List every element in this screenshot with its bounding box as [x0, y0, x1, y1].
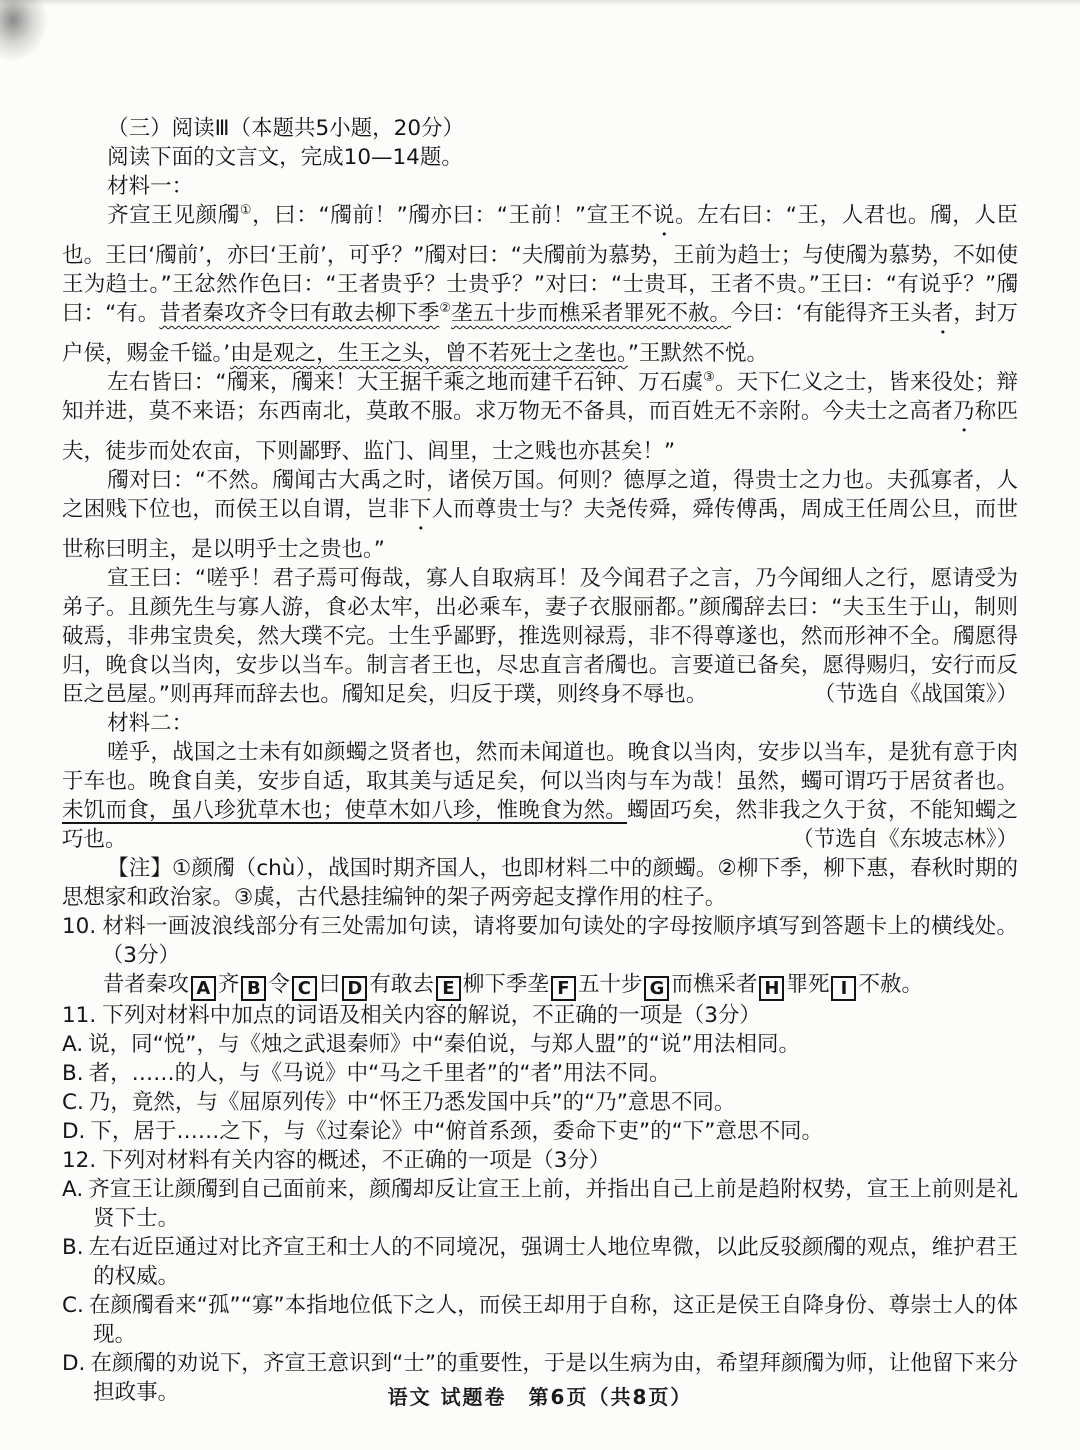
- option-label: D.: [62, 1351, 86, 1376]
- letter-box: F: [551, 976, 576, 1001]
- letter-box: C: [292, 976, 317, 1001]
- option-text: 说，同“悦”，与《烛之武退秦师》中“秦伯说，与郑人盟”的“说”用法相同。: [88, 1032, 801, 1057]
- material1-paragraph-4: [62, 564, 1018, 709]
- text-segment: ”王默然不悦。: [627, 341, 768, 366]
- marked-text-segment: 者: [931, 301, 954, 326]
- scan-edge-shade: [0, 0, 1080, 6]
- text-segment: 齐宣王见颜斶: [107, 203, 240, 228]
- material2-label: 材料二：: [107, 711, 194, 736]
- footnote: 【注】①颜斶（chù），战国时期齐国人，也即材料二中的颜蠋。②柳下季，柳下惠，春秋时期的思想家和政治家。③虡，古代悬挂编钟的架子两旁起支撑作用的柱子。: [62, 856, 1018, 910]
- material2-source: （节选自《东坡志林》）: [792, 827, 1018, 852]
- question-10-stem: [62, 912, 1018, 970]
- scan-corner-smudge: [0, 0, 48, 62]
- text-segment: ，曰：“斶前！”斶亦曰：“王前！”宣王不: [252, 203, 653, 228]
- letter-box: B: [241, 976, 266, 1001]
- page-footer: 语文 试题卷 第6页（共8页）: [387, 1385, 693, 1409]
- question-11-stem: [62, 1001, 1018, 1030]
- text-segment: 不赦。: [858, 972, 923, 997]
- marked-text-segment: 说: [653, 203, 676, 228]
- question-11-option-a: [62, 1030, 1018, 1059]
- material1-source: （节选自《战国策》）: [813, 682, 1018, 707]
- option-label: D.: [62, 1119, 86, 1144]
- footnote-ref: ①: [239, 202, 253, 218]
- marked-text-segment: 乃: [953, 399, 975, 424]
- option-text: 在颜斶看来“孤”“寡”本指地位低下之人，而侯王却用于自称，这正是侯王自降身份、尊崇士人的体现。: [88, 1293, 1018, 1347]
- text-segment: 齐: [217, 972, 240, 997]
- material1-paragraph-1: [62, 201, 1018, 368]
- marked-text-segment: 垄五十步而樵采者罪死不赦。: [451, 301, 732, 326]
- footnote-ref: ③: [703, 369, 715, 385]
- option-label: B.: [62, 1235, 84, 1260]
- text-segment: 罪死: [786, 972, 830, 997]
- question-11-option-c: [62, 1088, 1018, 1117]
- question-12-text: 下列对材料有关内容的概述，不正确的一项是（3分）: [102, 1148, 611, 1173]
- question-11-option-b: [62, 1059, 1018, 1088]
- letter-box: H: [759, 976, 784, 1001]
- marked-text-segment: 由是观之，生王之头，曾不若死士之垄也。: [230, 341, 628, 366]
- question-12-option-b: [62, 1233, 1018, 1291]
- option-label: A.: [62, 1177, 84, 1202]
- material1-paragraph-2: [62, 368, 1018, 466]
- question-12-number: 12.: [62, 1148, 97, 1173]
- material2-paragraph-1: [62, 738, 1018, 854]
- question-11-number: 11.: [62, 1003, 97, 1028]
- text-segment: 而樵采者: [671, 972, 758, 997]
- question-12-option-c: [62, 1291, 1018, 1349]
- text-segment: 嗟乎，战国之士未有如颜蠋之贤者也，然而未闻道也。晚食以当肉，安步以当车，是犹有意于肉于车也。晚食自美，安步自适，取其美与适足矣，何以当肉与车为哉！虽然，蠋可谓巧于居贫者也。: [62, 740, 1018, 794]
- option-label: C.: [62, 1293, 84, 1318]
- question-12-option-a: [62, 1175, 1018, 1233]
- letter-box: E: [436, 976, 461, 1001]
- text-segment: 曰: [318, 972, 341, 997]
- marked-text-segment: 昔者秦攻齐令曰有敢去柳下季: [159, 301, 440, 326]
- text-segment: 。天下仁义之士，皆来役处；辩知并进，莫不来语；东西南北，莫敢不服。求万物无不备具，而百姓无不亲附。今夫士之高者: [62, 370, 1018, 424]
- letter-box: G: [644, 976, 669, 1001]
- text-segment: 宣王曰：“嗟乎！君子焉可侮哉，寡人自取病耳！及今闻君子之言，乃今闻细人之行，愿请受为弟子。且颜先生与寡人游，食必太牢，出必乘车，妻子衣服丽都。”颜斶辞去曰：“夫玉生于山，制则破焉，非弗宝贵矣，然大璞不完。士生乎鄙野，推选则禄焉，非不得尊遂也，然而形神不全。斶愿得归，晚食以当肉，安步以当车。制言者王也，尽忠直言者斶也。言要道已备矣，愿得赐归，安行而反臣之邑屋。”则再拜而辞去也。斶知足矣，归反于璞，则终身不辱也。: [62, 566, 1018, 707]
- question-10-sentence: [62, 970, 1018, 1001]
- option-label: A.: [62, 1032, 84, 1057]
- letter-box: I: [831, 976, 856, 1001]
- text-segment: 人而尊贵士与？夫尧传舜，舜传傅禹，周成王任周公旦，而世世称曰明主，是以明乎士之贵也。”: [62, 497, 1018, 562]
- option-text: 在颜斶的劝说下，齐宣王意识到“士”的重要性，于是以生病为由，希望拜颜斶为师，让他留下来分担政事。: [90, 1351, 1018, 1405]
- text-segment: 今曰：‘有能得齐王头: [731, 301, 932, 326]
- text-segment: 蠋固巧矣，然非我之久于贫，不能知蠋之巧也。: [62, 798, 1018, 852]
- option-text: 左右近臣通过对比齐宣王和士人的不同境况，强调士人地位卑微，以此反驳颜斶的观点，维护君王的权威。: [88, 1235, 1018, 1289]
- text-segment: 。左右曰：“王，人君也。斶，人臣也。王曰‘斶前’，亦曰‘王前’，可乎？”斶对曰：“夫斶前为慕势，王前为趋士；与使斶为慕势，不如使王为趋士。”王忿然作色曰：“王者贵乎？士贵乎？”对曰：“士贵耳，王者不贵。”王曰：“有说乎？”斶曰：“有。: [62, 203, 1018, 326]
- text-segment: 昔者秦攻: [102, 972, 189, 997]
- text-segment: 斶对曰：“不然。斶闻古大禹之时，诸侯万国。何则？德厚之道，得贵士之力也。夫孤寡者，人之困贱下位也，而侯王以自谓，岂非: [62, 468, 1018, 522]
- text-segment: 左右皆曰：“斶来，斶来！大王据千乘之地而建千石钟、万石虡: [107, 370, 704, 395]
- material1-paragraph-3: [62, 466, 1018, 564]
- option-text: 乃，竟然，与《屈原列传》中“怀王乃悉发国中兵”的“乃”意思不同。: [88, 1090, 736, 1115]
- option-label: B.: [62, 1061, 84, 1086]
- question-12-stem: [62, 1146, 1018, 1175]
- question-11-option-d: [62, 1117, 1018, 1146]
- option-label: C.: [62, 1090, 84, 1115]
- question-10-number: 10.: [62, 914, 97, 939]
- letter-box: A: [191, 976, 216, 1001]
- text-segment: 五十步: [577, 972, 643, 997]
- option-text: 齐宣王让颜斶到自己面前来，颜斶却反让宣王上前，并指出自己上前是趋附权势，宣王上前则是礼贤下士。: [88, 1177, 1018, 1231]
- marked-text-segment: 下: [409, 497, 432, 522]
- section-instruction: 阅读下面的文言文，完成10—14题。: [107, 145, 463, 170]
- text-segment: 令: [268, 972, 290, 997]
- letter-box: D: [342, 976, 367, 1001]
- text-segment: 称匹夫，徒步而处农亩，下则鄙野、监门、闾里，士之贱也亦甚矣！”: [62, 399, 1018, 464]
- page-content: [62, 114, 1018, 1407]
- text-segment: 柳下季垄: [462, 972, 549, 997]
- option-text: 者，……的人，与《马说》中“马之千里者”的“者”用法不同。: [88, 1061, 671, 1086]
- material1-label: 材料一：: [107, 174, 194, 199]
- option-text: 下，居于……之下，与《过秦论》中“俯首系颈，委命下吏”的“下”意思不同。: [90, 1119, 823, 1144]
- text-segment: ，封万户侯，赐金千镒。’: [62, 301, 1018, 366]
- marked-text-segment: 未饥而食，虽八珍犹草木也；使草木如八珍，惟晚食为然。: [62, 798, 628, 823]
- section-title: （三）阅读Ⅲ（本题共5小题，20分）: [107, 116, 465, 141]
- text-segment: 有敢去: [369, 972, 434, 997]
- question-11-text: 下列对材料中加点的词语及相关内容的解说，不正确的一项是（3分）: [102, 1003, 761, 1028]
- footnote-ref: ②: [439, 300, 452, 316]
- question-10-text: 材料一画波浪线部分有三处需加句读，请将要加句读处的字母按顺序填写到答题卡上的横线处。（3分）: [101, 914, 1018, 968]
